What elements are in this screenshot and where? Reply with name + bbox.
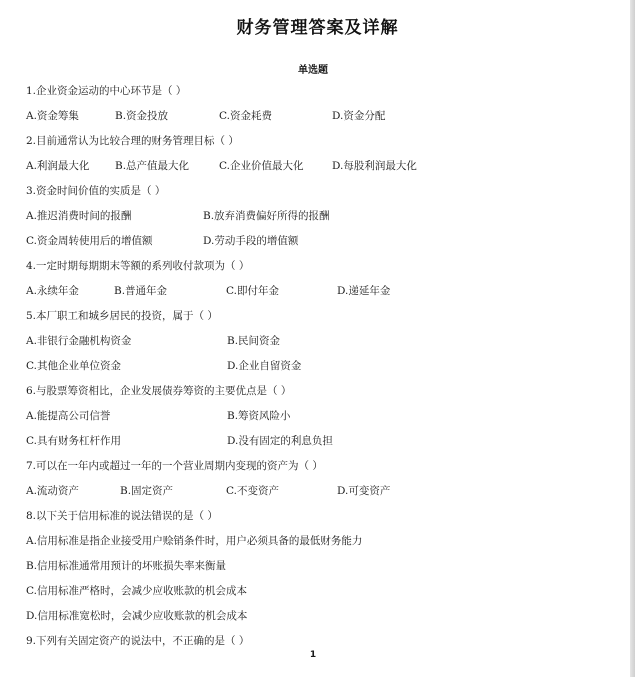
option-a: A.永续年金 xyxy=(26,285,79,297)
option-b: B.筹资风险小 xyxy=(227,410,291,422)
question-2-stem: 2.目前通常认为比较合理的财务管理目标（ ） xyxy=(26,135,239,147)
option-c: C.其他企业单位资金 xyxy=(26,360,121,372)
option-c: C.不变资产 xyxy=(226,485,279,497)
option-d: D.递延年金 xyxy=(337,285,391,297)
option-b: B.民间资金 xyxy=(227,335,281,347)
question-3-stem: 3.资金时间价值的实质是（ ） xyxy=(26,185,166,197)
question-7-stem: 7.可以在一年内或超过一年的一个营业周期内变现的资产为（ ） xyxy=(26,460,323,472)
option-b: B.普通年金 xyxy=(114,285,168,297)
option-a: A.利润最大化 xyxy=(26,160,90,172)
option-d: D.可变资产 xyxy=(337,485,391,497)
option-c: C.资金周转使用后的增值额 xyxy=(26,235,153,247)
option-d: D.没有固定的利息负担 xyxy=(227,435,333,447)
question-1-stem: 1.企业资金运动的中心环节是（ ） xyxy=(26,85,187,97)
section-heading: 单选题 xyxy=(298,65,328,76)
option-c: C.资金耗费 xyxy=(219,110,272,122)
option-b: B.资金投放 xyxy=(115,110,169,122)
question-4-stem: 4.一定时期每期期末等额的系列收付款项为（ ） xyxy=(26,260,250,272)
option-d: D.劳动手段的增值额 xyxy=(203,235,299,247)
page-number: 1 xyxy=(309,650,317,660)
option-d: D.每股利润最大化 xyxy=(332,160,417,172)
option-c: C.具有财务杠杆作用 xyxy=(26,435,121,447)
question-8-stem: 8.以下关于信用标准的说法错误的是（ ） xyxy=(26,510,218,522)
option-b: B.放弃消费偏好所得的报酬 xyxy=(203,210,330,222)
option-b: B.总产值最大化 xyxy=(115,160,190,172)
document-title: 财务管理答案及详解 xyxy=(236,18,399,38)
question-8-option-d: D.信用标准宽松时，会减少应收账款的机会成本 xyxy=(26,610,248,622)
page-edge-shadow xyxy=(630,0,635,677)
option-a: A.非银行金融机构资金 xyxy=(26,335,132,347)
question-9-stem: 9.下列有关固定资产的说法中，不正确的是（ ） xyxy=(26,635,250,647)
option-a: A.资金筹集 xyxy=(26,110,79,122)
question-5-stem: 5.本厂职工和城乡居民的投资，属于（ ） xyxy=(26,310,218,322)
option-d: D.企业自留资金 xyxy=(227,360,302,372)
question-8-option-a: A.信用标准是指企业接受用户赊销条件时，用户必须具备的最低财务能力 xyxy=(26,535,363,547)
option-a: A.推迟消费时间的报酬 xyxy=(26,210,132,222)
option-d: D.资金分配 xyxy=(332,110,386,122)
question-6-stem: 6.与股票筹资相比，企业发展债券筹资的主要优点是（ ） xyxy=(26,385,292,397)
option-c: C.即付年金 xyxy=(226,285,279,297)
option-a: A.能提高公司信誉 xyxy=(26,410,111,422)
option-b: B.固定资产 xyxy=(120,485,174,497)
option-a: A.流动资产 xyxy=(26,485,79,497)
question-8-option-c: C.信用标准严格时，会减少应收账款的机会成本 xyxy=(26,585,247,597)
option-c: C.企业价值最大化 xyxy=(219,160,304,172)
question-8-option-b: B.信用标准通常用预计的坏账损失率来衡量 xyxy=(26,560,227,572)
